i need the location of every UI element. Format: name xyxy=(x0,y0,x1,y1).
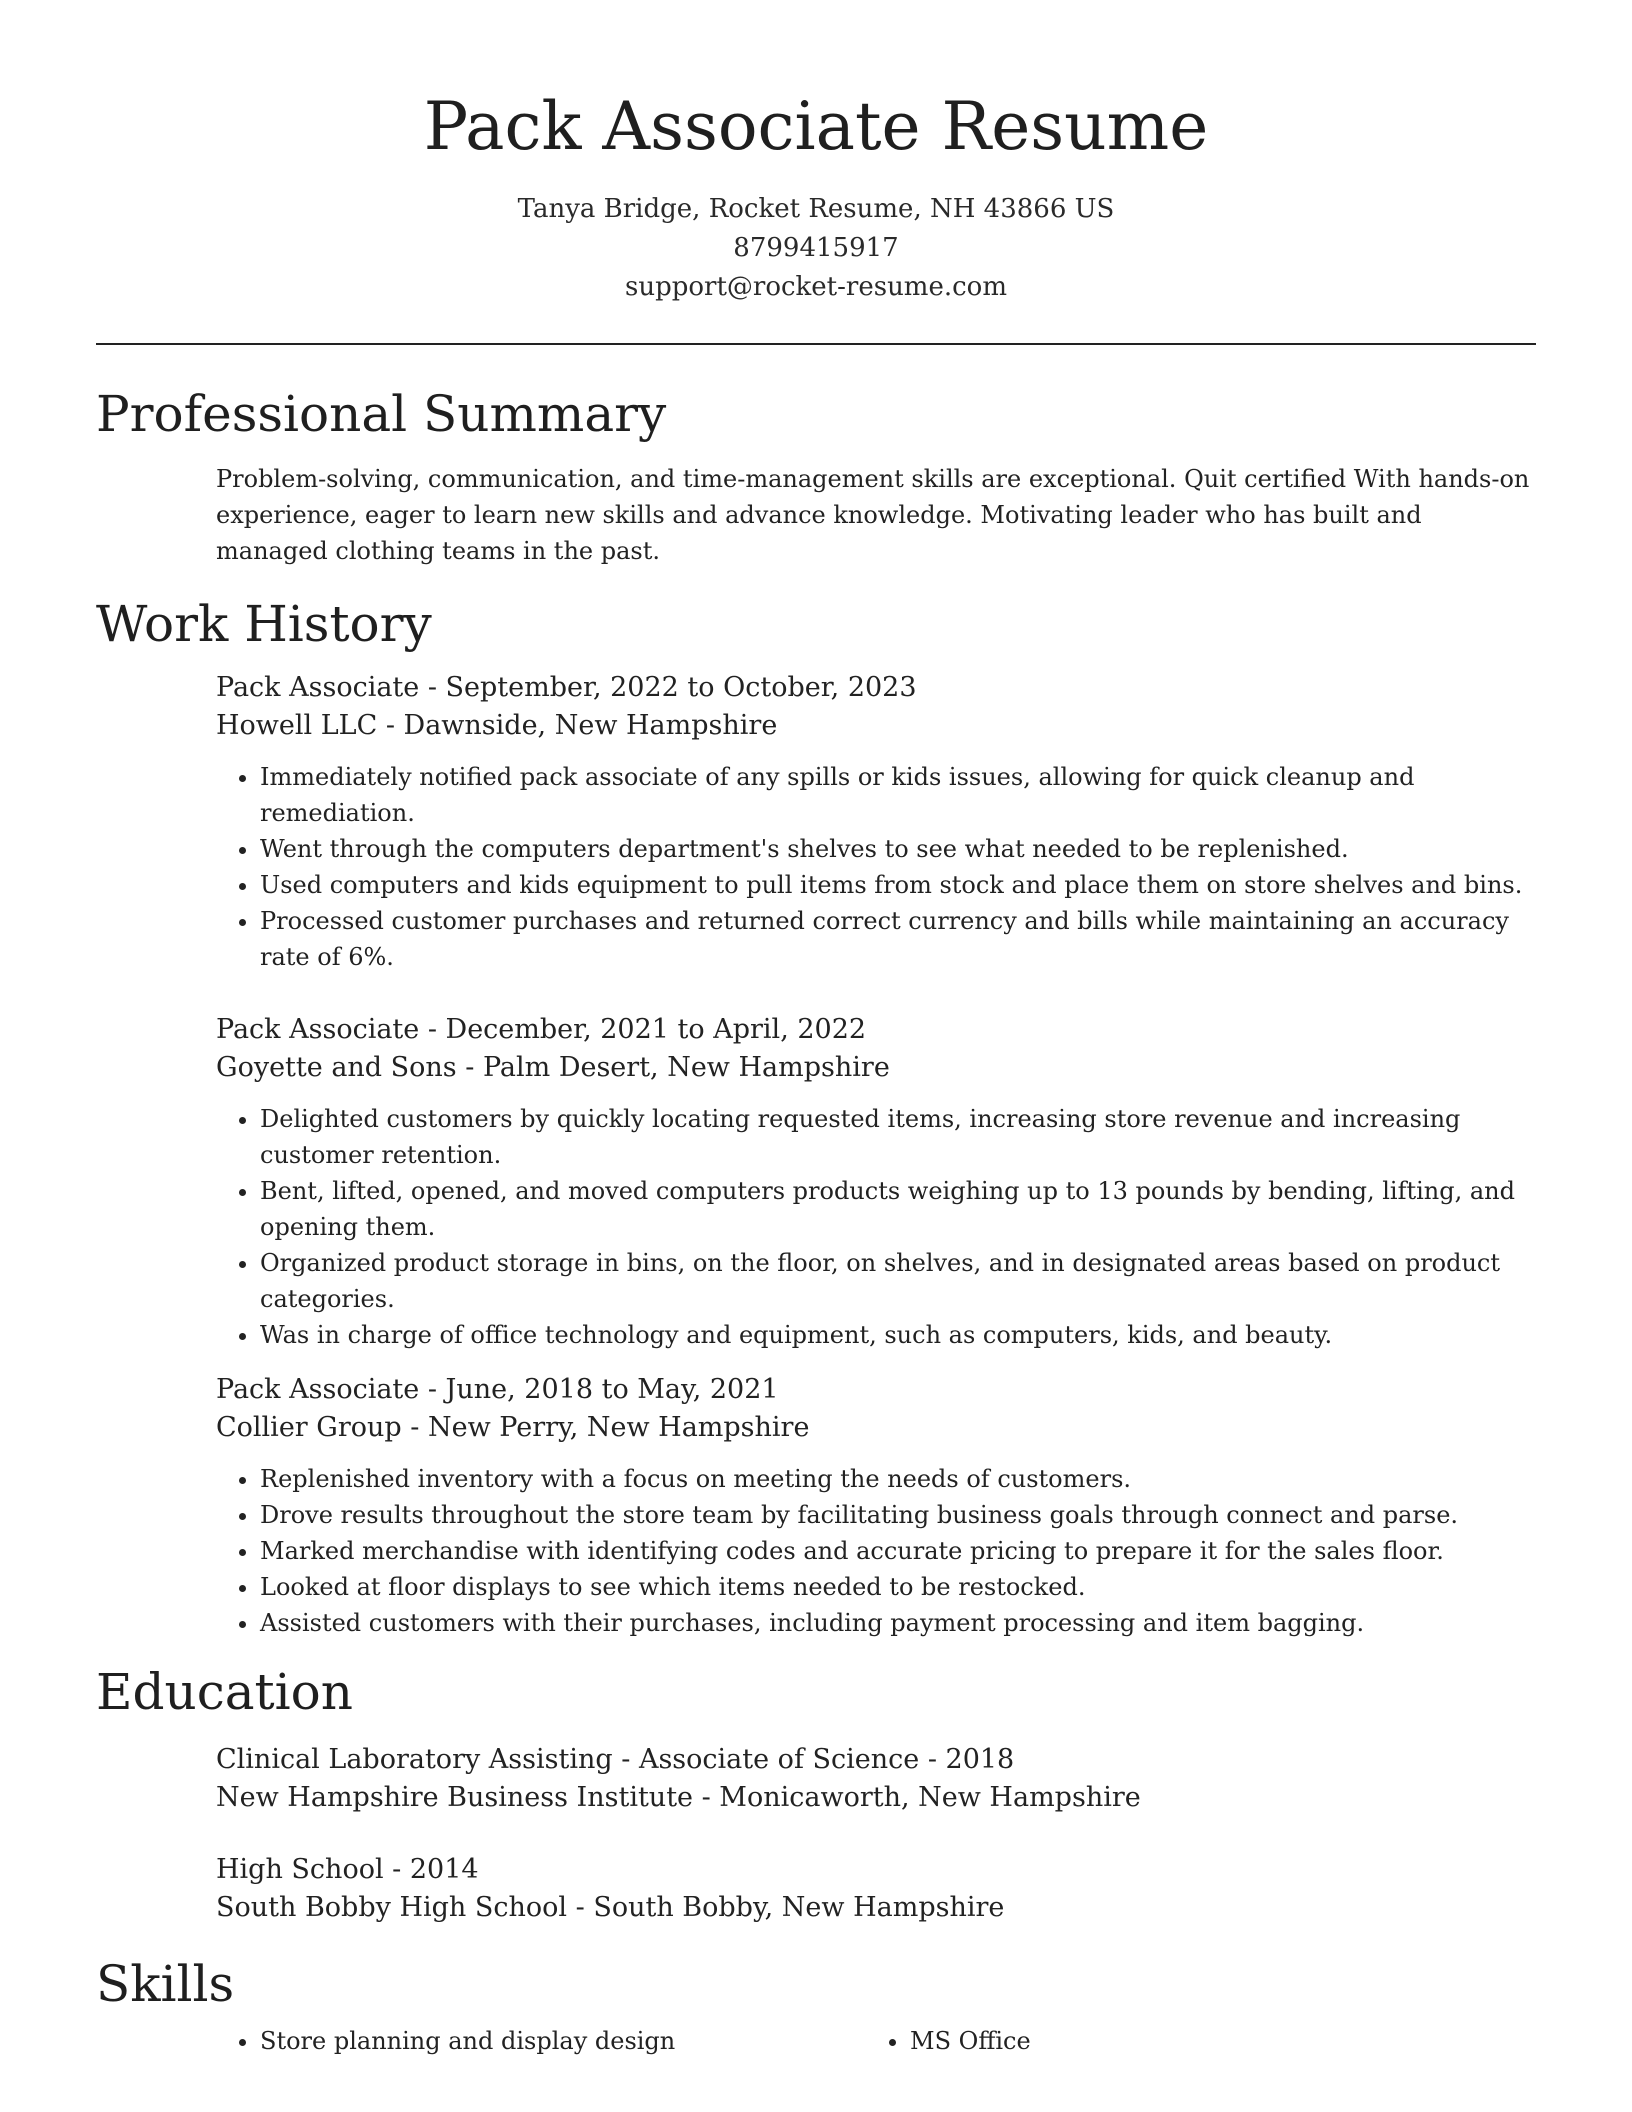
skills-list-left xyxy=(216,2023,866,2059)
job-duty: • Processed customer purchases and returned correct currency and bills while maintaining an accuracy rate of 6%. xyxy=(260,903,1536,975)
skill-item: • Store planning and display design xyxy=(260,2023,866,2059)
resume-title: Pack Associate Resume xyxy=(423,88,1209,165)
education-entry xyxy=(216,1741,1536,1817)
job-org-line: Howell LLC - Dawnside, New Hampshire xyxy=(216,710,778,741)
contact-email: support@rocket-resume.com xyxy=(624,272,1007,302)
skills-list-right xyxy=(866,2023,1516,2059)
school-line: South Bobby High School - South Bobby, New Hampshire xyxy=(216,1892,1005,1923)
resume-header xyxy=(96,0,1536,307)
job-entry xyxy=(216,1371,1536,1641)
summary-text: Problem-solving, communication, and time-management skills are exceptional. Quit certified With hands-on experience, eager to learn new skills and advance knowledge. Motivating leader who has built and managed clothing teams in the past. xyxy=(216,465,1530,565)
degree-line: High School - 2014 xyxy=(216,1854,479,1885)
skill-item: • MS Office xyxy=(910,2023,1516,2059)
school-line: New Hampshire Business Institute - Monicaworth, New Hampshire xyxy=(216,1782,1141,1813)
job-duties-list xyxy=(216,1101,1536,1353)
job-entry xyxy=(216,669,1536,975)
contact-phone: 8799415917 xyxy=(733,233,899,263)
skills-grid xyxy=(216,2023,1536,2059)
resume-page xyxy=(96,0,1536,2059)
job-org-line: Collier Group - New Perry, New Hampshire xyxy=(216,1412,810,1443)
job-duties-list xyxy=(216,759,1536,975)
job-duty: • Organized product storage in bins, on the floor, on shelves, and in designated areas based on product categories. xyxy=(260,1245,1536,1317)
work-history-section xyxy=(96,591,1536,1641)
skills-heading: Skills xyxy=(96,1955,235,2013)
job-duty: • Marked merchandise with identifying codes and accurate pricing to prepare it for the sales floor. xyxy=(260,1533,1536,1569)
degree-line: Clinical Laboratory Assisting - Associate of Science - 2018 xyxy=(216,1744,1015,1775)
job-title-line: Pack Associate - June, 2018 to May, 2021 xyxy=(216,1374,779,1405)
job-duty: • Immediately notified pack associate of any spills or kids issues, allowing for quick cleanup and remediation. xyxy=(260,759,1536,831)
skills-section xyxy=(96,1951,1536,2059)
job-duty: • Delighted customers by quickly locating requested items, increasing store revenue and increasing customer retention. xyxy=(260,1101,1536,1173)
job-title-line: Pack Associate - December, 2021 to April, 2022 xyxy=(216,1014,867,1045)
job-duty: • Assisted customers with their purchases, including payment processing and item bagging. xyxy=(260,1605,1536,1641)
job-duty: • Drove results throughout the store team by facilitating business goals through connect and parse. xyxy=(260,1497,1536,1533)
job-entry xyxy=(216,1011,1536,1353)
job-org-line: Goyette and Sons - Palm Desert, New Hampshire xyxy=(216,1052,890,1083)
education-entry xyxy=(216,1851,1536,1927)
job-duty: • Was in charge of office technology and equipment, such as computers, kids, and beauty. xyxy=(260,1317,1536,1353)
summary-section xyxy=(96,381,1536,569)
contact-address: Tanya Bridge, Rocket Resume, NH 43866 US xyxy=(517,194,1115,224)
job-duty: • Went through the computers department's shelves to see what needed to be replenished. xyxy=(260,831,1536,867)
job-duties-list xyxy=(216,1461,1536,1641)
job-duty: • Used computers and kids equipment to pull items from stock and place them on store shelves and bins. xyxy=(260,867,1536,903)
job-title-line: Pack Associate - September, 2022 to October, 2023 xyxy=(216,672,917,703)
job-duty: • Looked at floor displays to see which items needed to be restocked. xyxy=(260,1569,1536,1605)
education-section xyxy=(96,1659,1536,1927)
job-duty: • Bent, lifted, opened, and moved computers products weighing up to 13 pounds by bending, lifting, and opening them. xyxy=(260,1173,1536,1245)
work-history-heading: Work History xyxy=(96,595,432,653)
job-duty: • Replenished inventory with a focus on meeting the needs of customers. xyxy=(260,1461,1536,1497)
education-heading: Education xyxy=(96,1663,353,1721)
header-divider xyxy=(96,343,1536,345)
summary-heading: Professional Summary xyxy=(96,385,667,443)
